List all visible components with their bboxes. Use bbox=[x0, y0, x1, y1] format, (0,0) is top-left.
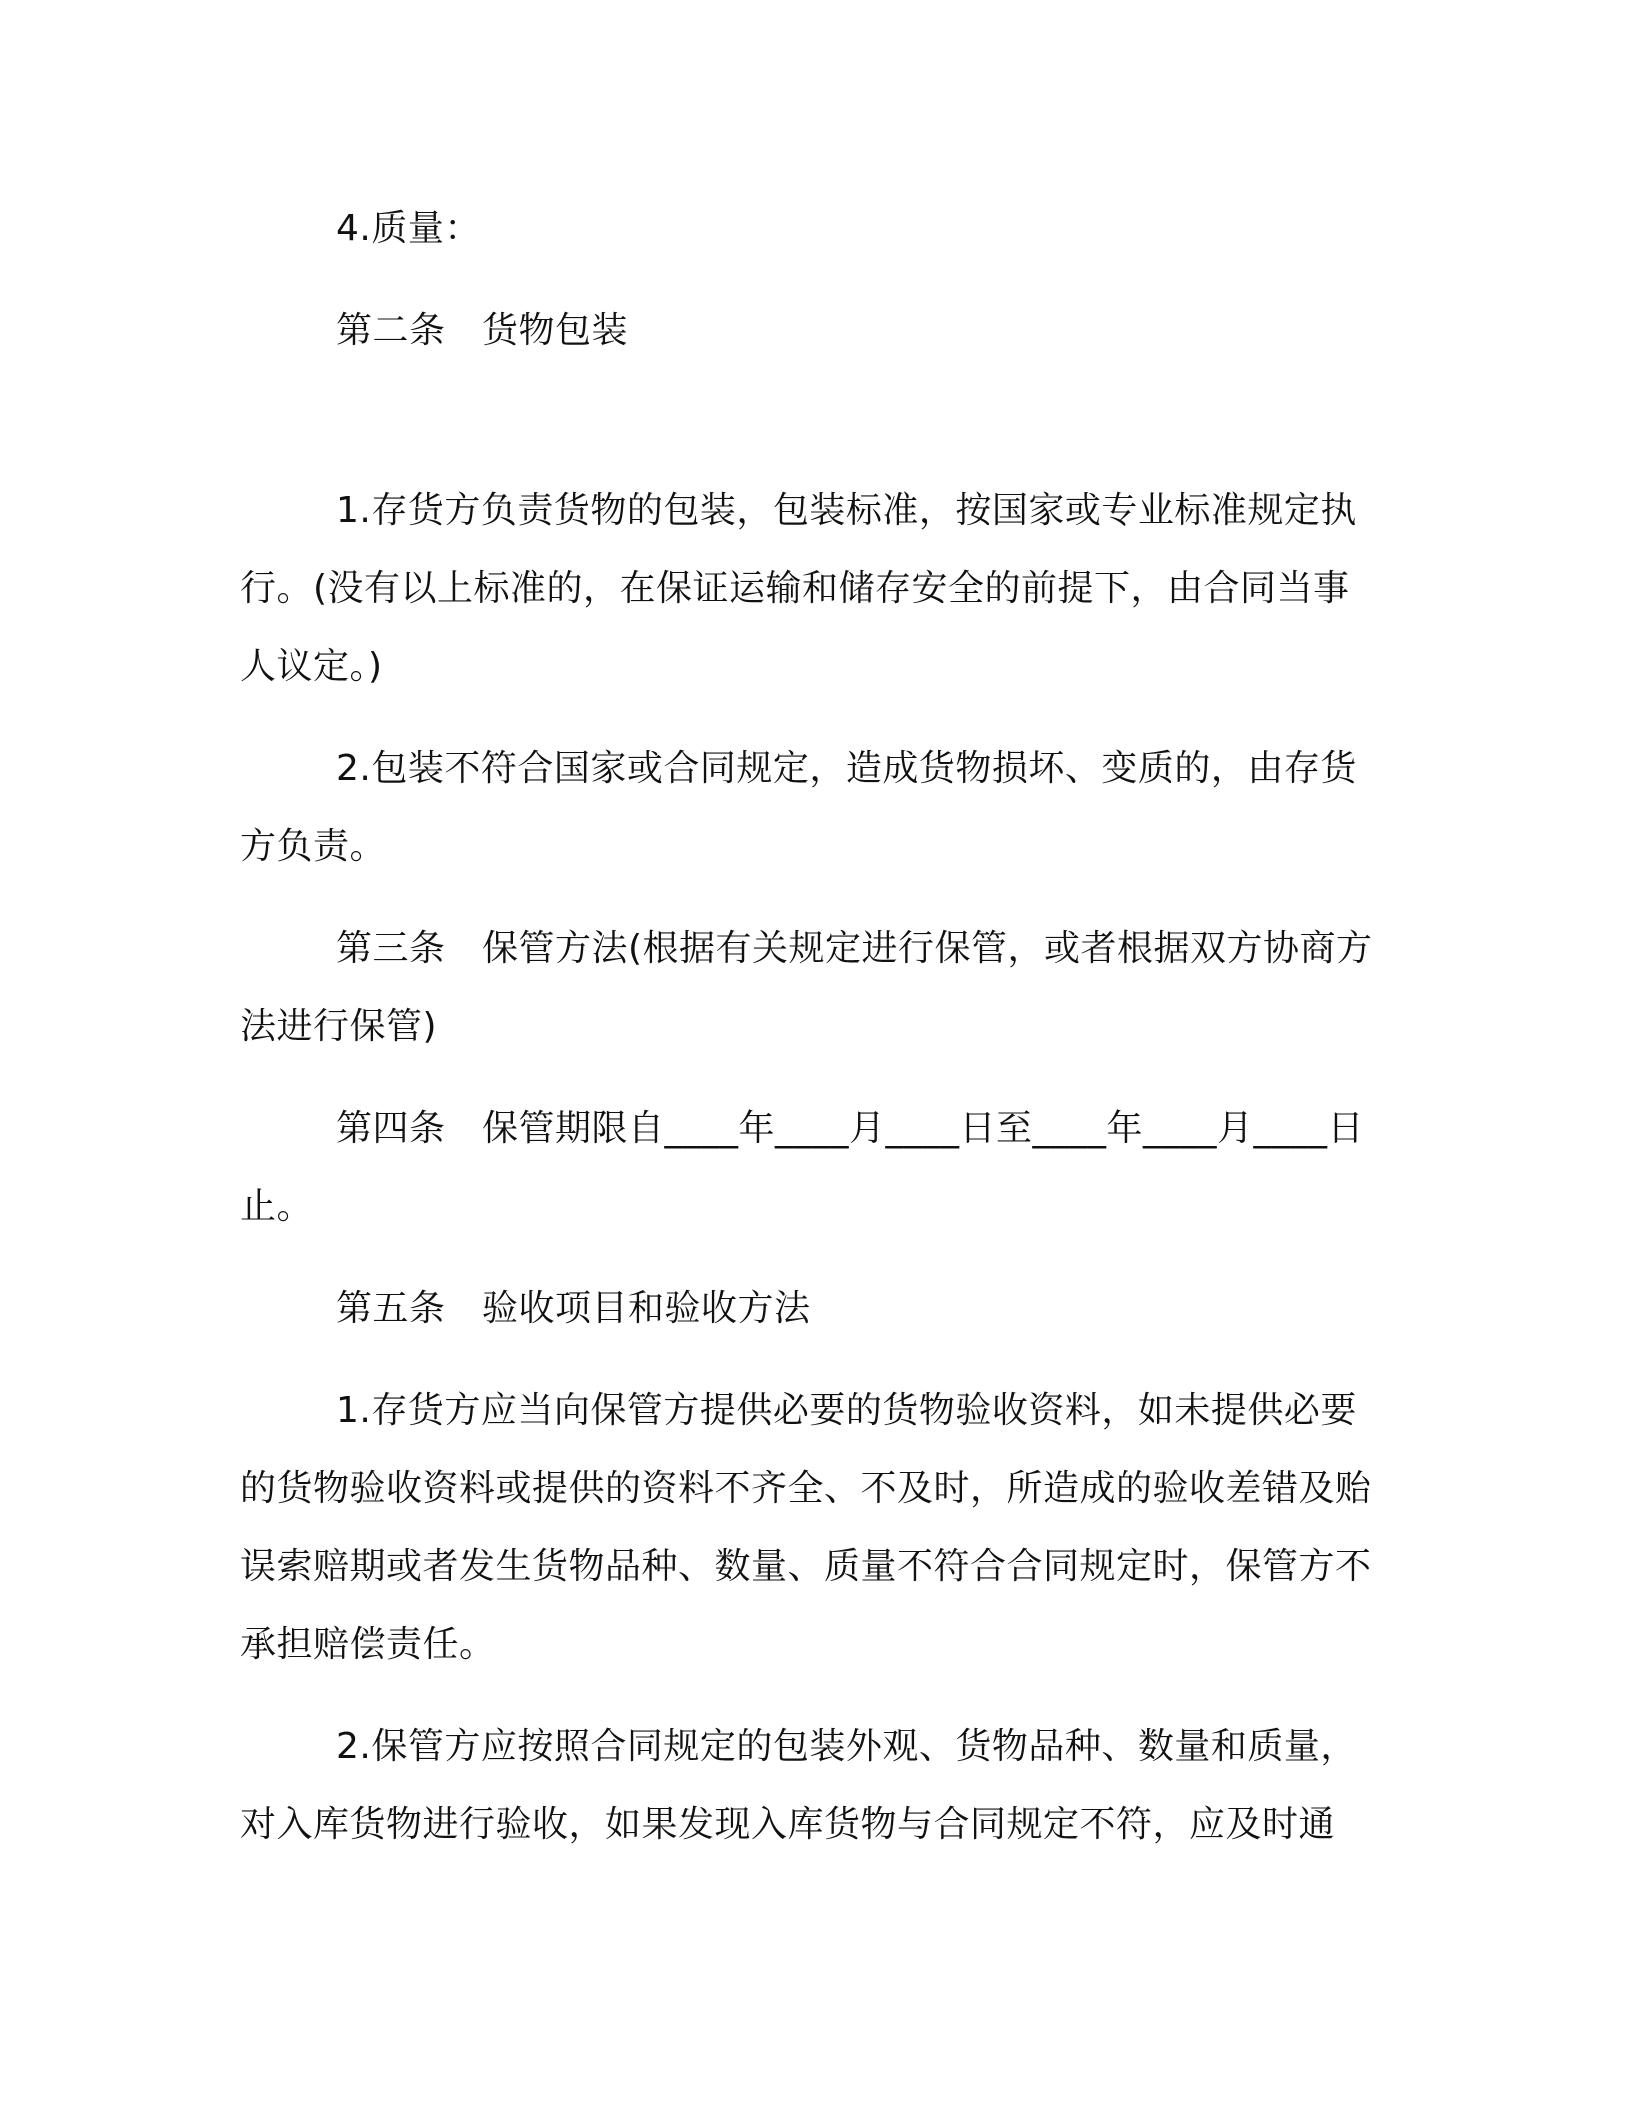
paragraph-quality-item: 4.质量： bbox=[336, 208, 481, 249]
article-5-clause-2: 2.保管方应按照合同规定的包装外观、货物品种、数量和质量，对入库货物进行验收，如果发现入库货物与合同规定不符，应及时通 bbox=[240, 1726, 1357, 1845]
article-2-clause-1: 1.存货方负责货物的包装，包装标准，按国家或专业标准规定执行。(没有以上标准的，在保证运输和储存安全的前提下，由合同当事人议定。) bbox=[240, 490, 1357, 687]
article-3-paragraph: 第三条 保管方法(根据有关规定进行保管，或者根据双方协商方法进行保管) bbox=[240, 928, 1373, 1047]
document-body bbox=[240, 190, 1380, 1864]
article-4-paragraph: 第四条 保管期限自____年____月____日至____年____月____日止。 bbox=[240, 1108, 1365, 1227]
article-2-heading: 第二条 货物包装 bbox=[336, 310, 629, 351]
article-5-clause-1: 1.存货方应当向保管方提供必要的货物验收资料，如未提供必要的货物验收资料或提供的资料不齐全、不及时，所造成的验收差错及贻误索赔期或者发生货物品种、数量、质量不符合合同规定时，保管方不承担赔偿责任。 bbox=[240, 1390, 1372, 1665]
article-5-heading: 第五条 验收项目和验收方法 bbox=[336, 1288, 811, 1329]
article-2-clause-2: 2.包装不符合国家或合同规定，造成货物损坏、变质的，由存货方负责。 bbox=[240, 748, 1357, 867]
